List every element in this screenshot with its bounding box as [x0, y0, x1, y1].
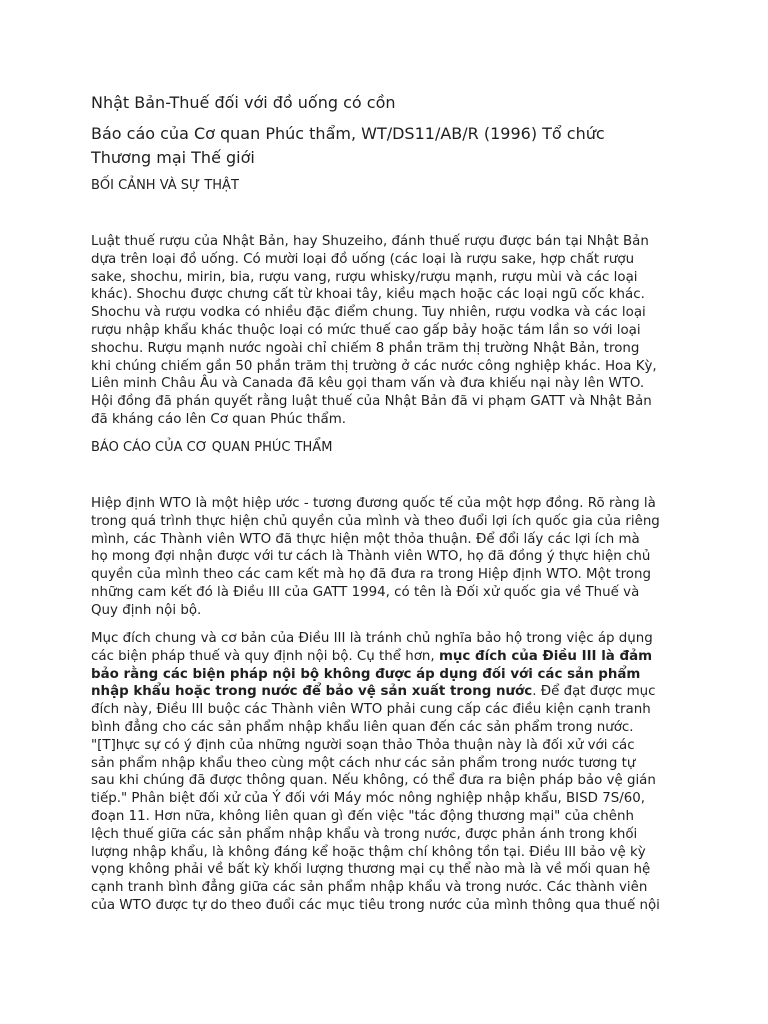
section-heading-appellate-report: BÁO CÁO CỦA CƠ QUAN PHÚC THẨM	[91, 440, 333, 455]
document-subtitle: Báo cáo của Cơ quan Phúc thẩm, WT/DS11/AB/R (1996) Tổ chức Thương mại Thế giới	[91, 124, 605, 167]
paragraph-article-iii-start: Mục đích chung và cơ bản của Điều III là tránh chủ nghĩa bảo hộ trong việc áp dụng các biện pháp thuế và quy định nội bộ. Cụ thể hơn,	[91, 631, 653, 664]
paragraph-wto-agreement: Hiệp định WTO là một hiệp ước - tương đương quốc tế của một hợp đồng. Rõ ràng là trong quá trình thực hiện chủ quyền của mình và theo đuổi lợi ích quốc gia của riêng mình, các Thành viên WTO đã thực hiện một thỏa thuận. Để đổi lấy các lợi ích mà họ mong đợi nhận được với tư cách là Thành viên WTO, họ đã đồng ý thực hiện chủ quyền của mình theo các cam kết mà họ đã đưa ra trong Hiệp định WTO. Một trong những cam kết đó là Điều III của GATT 1994, có tên là Đối xử quốc gia về Thuế và Quy định nội bộ.	[91, 496, 660, 618]
document-title: Nhật Bản-Thuế đối với đồ uống có cồn	[91, 93, 396, 112]
paragraph-article-iii	[91, 630, 691, 915]
paragraph-article-iii-rest: . Để đạt được mục đích này, Điều III buộc các Thành viên WTO phải cung cấp các điều kiện cạnh tranh bình đẳng cho các sản phẩm nhập khẩu liên quan đến các sản phẩm trong nước. "[T]hực sự có ý định của những người soạn thảo Thỏa thuận này là đối xử với các sản phẩm nhập khẩu theo cùng một cách như các sản phẩm trong nước tương tự sau khi chúng đã được thông quan. Nếu không, có thể đưa ra biện pháp bảo vệ gián tiếp." Phân biệt đối xử của Ý đối với Máy móc nông nghiệp nhập khẩu, BISD 7S/60, đoạn 11. Hơn nữa, không liên quan gì đến việc "tác động thương mại" của chênh lệch thuế giữa các sản phẩm nhập khẩu và trong nước, được phản ánh trong khối lượng nhập khẩu, là không đáng kể hoặc thậm chí không tồn tại. Điều III bảo vệ kỳ vọng không phải về bất kỳ khối lượng thương mại cụ thể nào mà là về mối quan hệ cạnh tranh bình đẳng giữa các sản phẩm nhập khẩu và trong nước. Các thành viên của WTO được tự do theo đuổi các mục tiêu trong nước của mình thông qua thuế nội	[91, 684, 660, 913]
paragraph-article-iii-emphasis: mục đích của Điều III là đảm bảo rằng các biện pháp nội bộ không được áp dụng đối với các sản phẩm nhập khẩu hoặc trong nước để bảo vệ sản xuất trong nước	[91, 648, 653, 700]
section-heading-background: BỐI CẢNH VÀ SỰ THẬT	[91, 178, 239, 193]
paragraph-background: Luật thuế rượu của Nhật Bản, hay Shuzeiho, đánh thuế rượu được bán tại Nhật Bản dựa trên loại đồ uống. Có mười loại đồ uống (các loại là rượu sake, hợp chất rượu sake, shochu, mirin, bia, rượu vang, rượu whisky/rượu mạnh, rượu mùi và các loại khác). Shochu được chưng cất từ khoai tây, kiều mạch hoặc các loại ngũ cốc khác. Shochu và rượu vodka có nhiều đặc điểm chung. Tuy nhiên, rượu vodka và các loại rượu nhập khẩu khác thuộc loại có mức thuế cao gấp bảy hoặc tám lần so với loại shochu. Rượu mạnh nước ngoài chỉ chiếm 8 phần trăm thị trường Nhật Bản, trong khi chúng chiếm gần 50 phần trăm thị trường ở các nước công nghiệp khác. Hoa Kỳ, Liên minh Châu Âu và Canada đã kêu gọi tham vấn và đưa khiếu nại này lên WTO. Hội đồng đã phán quyết rằng luật thuế của Nhật Bản đã vi phạm GATT và Nhật Bản đã kháng cáo lên Cơ quan Phúc thẩm.	[91, 234, 657, 427]
